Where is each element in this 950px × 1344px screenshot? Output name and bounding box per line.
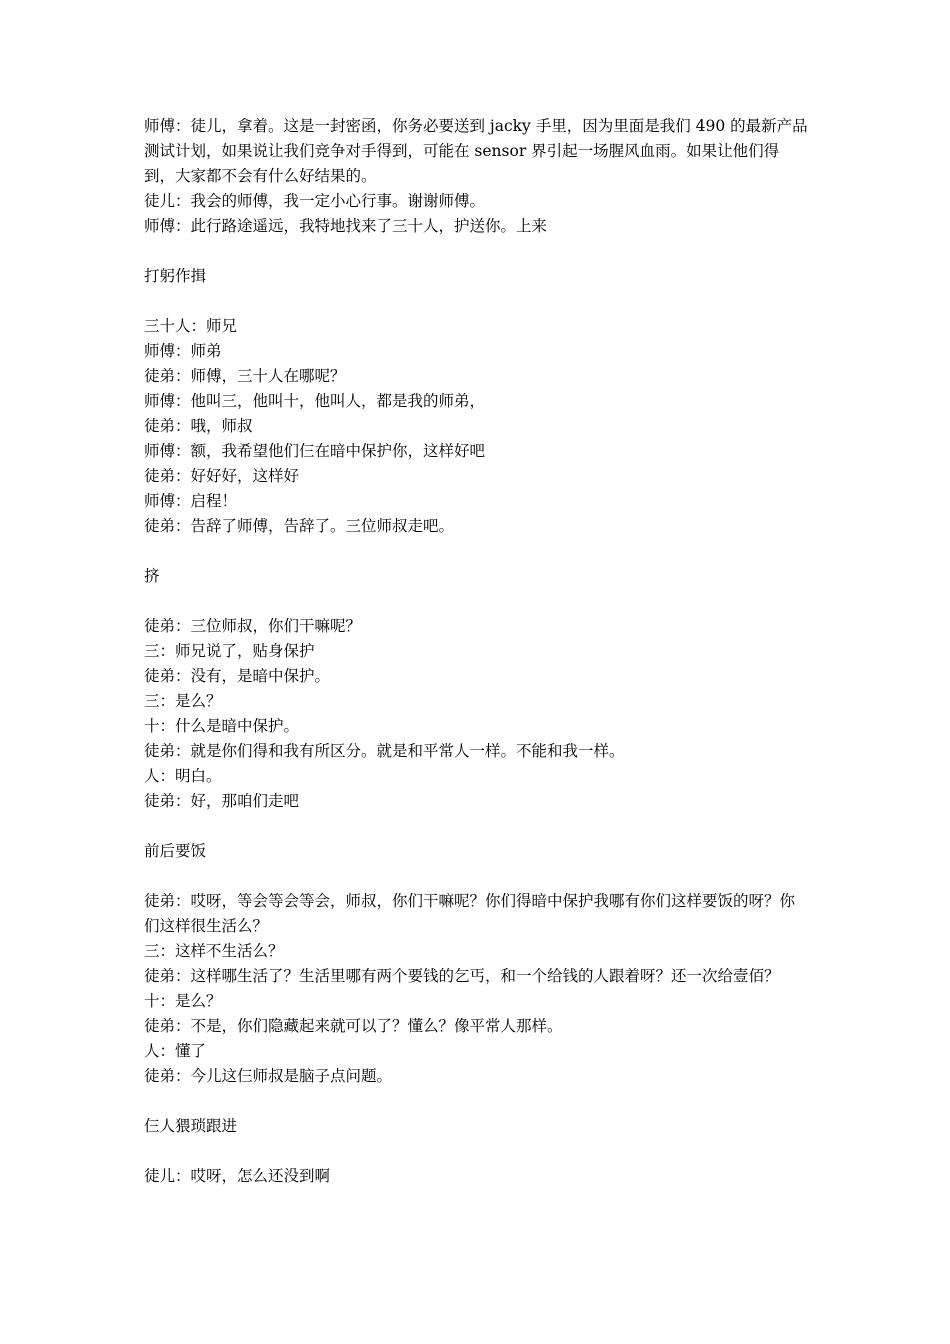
stage-direction: 前后要饭 — [144, 842, 207, 860]
dialogue-line: 十：什么是暗中保护。 — [144, 717, 300, 735]
dialogue-line: 十：是么？ — [144, 992, 222, 1010]
dialogue-line: 徒弟：就是你们得和我有所区分。就是和平常人一样。不能和我一样。 — [144, 742, 625, 760]
dialogue-line: 徒弟：没有，是暗中保护。 — [144, 667, 331, 685]
dialogue-line: 三十人：师兄 — [144, 317, 238, 335]
dialogue-line: 三：师兄说了，贴身保护 — [144, 642, 315, 660]
dialogue-line: 徒弟：不是，你们隐藏起来就可以了？懂么？像平常人那样。 — [144, 1017, 563, 1035]
dialogue-line: 徒弟：师傅，三十人在哪呢？ — [144, 367, 346, 385]
paragraph-gap — [144, 864, 808, 889]
paragraph-gap — [144, 289, 808, 314]
dialogue-line: 徒弟：哎呀，等会等会等会，师叔，你们干嘛呢？你们得暗中保护我哪有你们这样要饭的呀？你们这样很生活么？ — [144, 892, 796, 935]
dialogue-line: 徒弟：这样哪生活了？生活里哪有两个要钱的乞丐，和一个给钱的人跟着呀？还一次给壹佰？ — [144, 967, 780, 985]
dialogue-line: 师傅：额，我希望他们仨在暗中保护你，这样好吧 — [144, 442, 486, 460]
paragraph-gap — [144, 589, 808, 614]
stage-direction: 打躬作揖 — [144, 267, 207, 285]
dialogue-line: 徒弟：今儿这仨师叔是脑子点问题。 — [144, 1067, 393, 1085]
dialogue-line: 人：明白。 — [144, 767, 222, 785]
dialogue-line: 师傅：他叫三，他叫十，他叫人，都是我的师弟， — [144, 392, 486, 410]
paragraph-gap — [144, 814, 808, 839]
paragraph-gap — [144, 1139, 808, 1164]
dialogue-line: 三：是么？ — [144, 692, 222, 710]
document-page — [144, 114, 808, 1189]
dialogue-line: 师傅：启程！ — [144, 492, 238, 510]
dialogue-line: 徒弟：好，那咱们走吧 — [144, 792, 300, 810]
dialogue-line: 师傅：师弟 — [144, 342, 222, 360]
paragraph-gap — [144, 539, 808, 564]
dialogue-line: 徒弟：告辞了师傅，告辞了。三位师叔走吧。 — [144, 517, 455, 535]
stage-direction: 挤 — [144, 567, 160, 585]
dialogue-line: 徒儿：哎呀，怎么还没到啊 — [144, 1167, 331, 1185]
dialogue-line: 师傅：徒儿，拿着。这是一封密函，你务必要送到 jacky 手里，因为里面是我们 490 的最新产品测试计划，如果说让我们竞争对手得到，可能在 sensor 界引起一场腥风血雨。如果让他们得到，大家都不会有什么好结果的。 — [144, 117, 808, 185]
dialogue-line: 三：这样不生活么？ — [144, 942, 284, 960]
dialogue-line: 徒儿：我会的师傅，我一定小心行事。谢谢师傅。 — [144, 192, 486, 210]
dialogue-line: 徒弟：好好好，这样好 — [144, 467, 300, 485]
dialogue-line: 人：懂了 — [144, 1042, 207, 1060]
paragraph-gap — [144, 239, 808, 264]
paragraph-gap — [144, 1089, 808, 1114]
dialogue-line: 师傅：此行路途遥远，我特地找来了三十人，护送你。上来 — [144, 217, 548, 235]
stage-direction: 仨人猥琐跟进 — [144, 1117, 238, 1135]
dialogue-line: 徒弟：哦，师叔 — [144, 417, 253, 435]
dialogue-line: 徒弟：三位师叔，你们干嘛呢？ — [144, 617, 362, 635]
